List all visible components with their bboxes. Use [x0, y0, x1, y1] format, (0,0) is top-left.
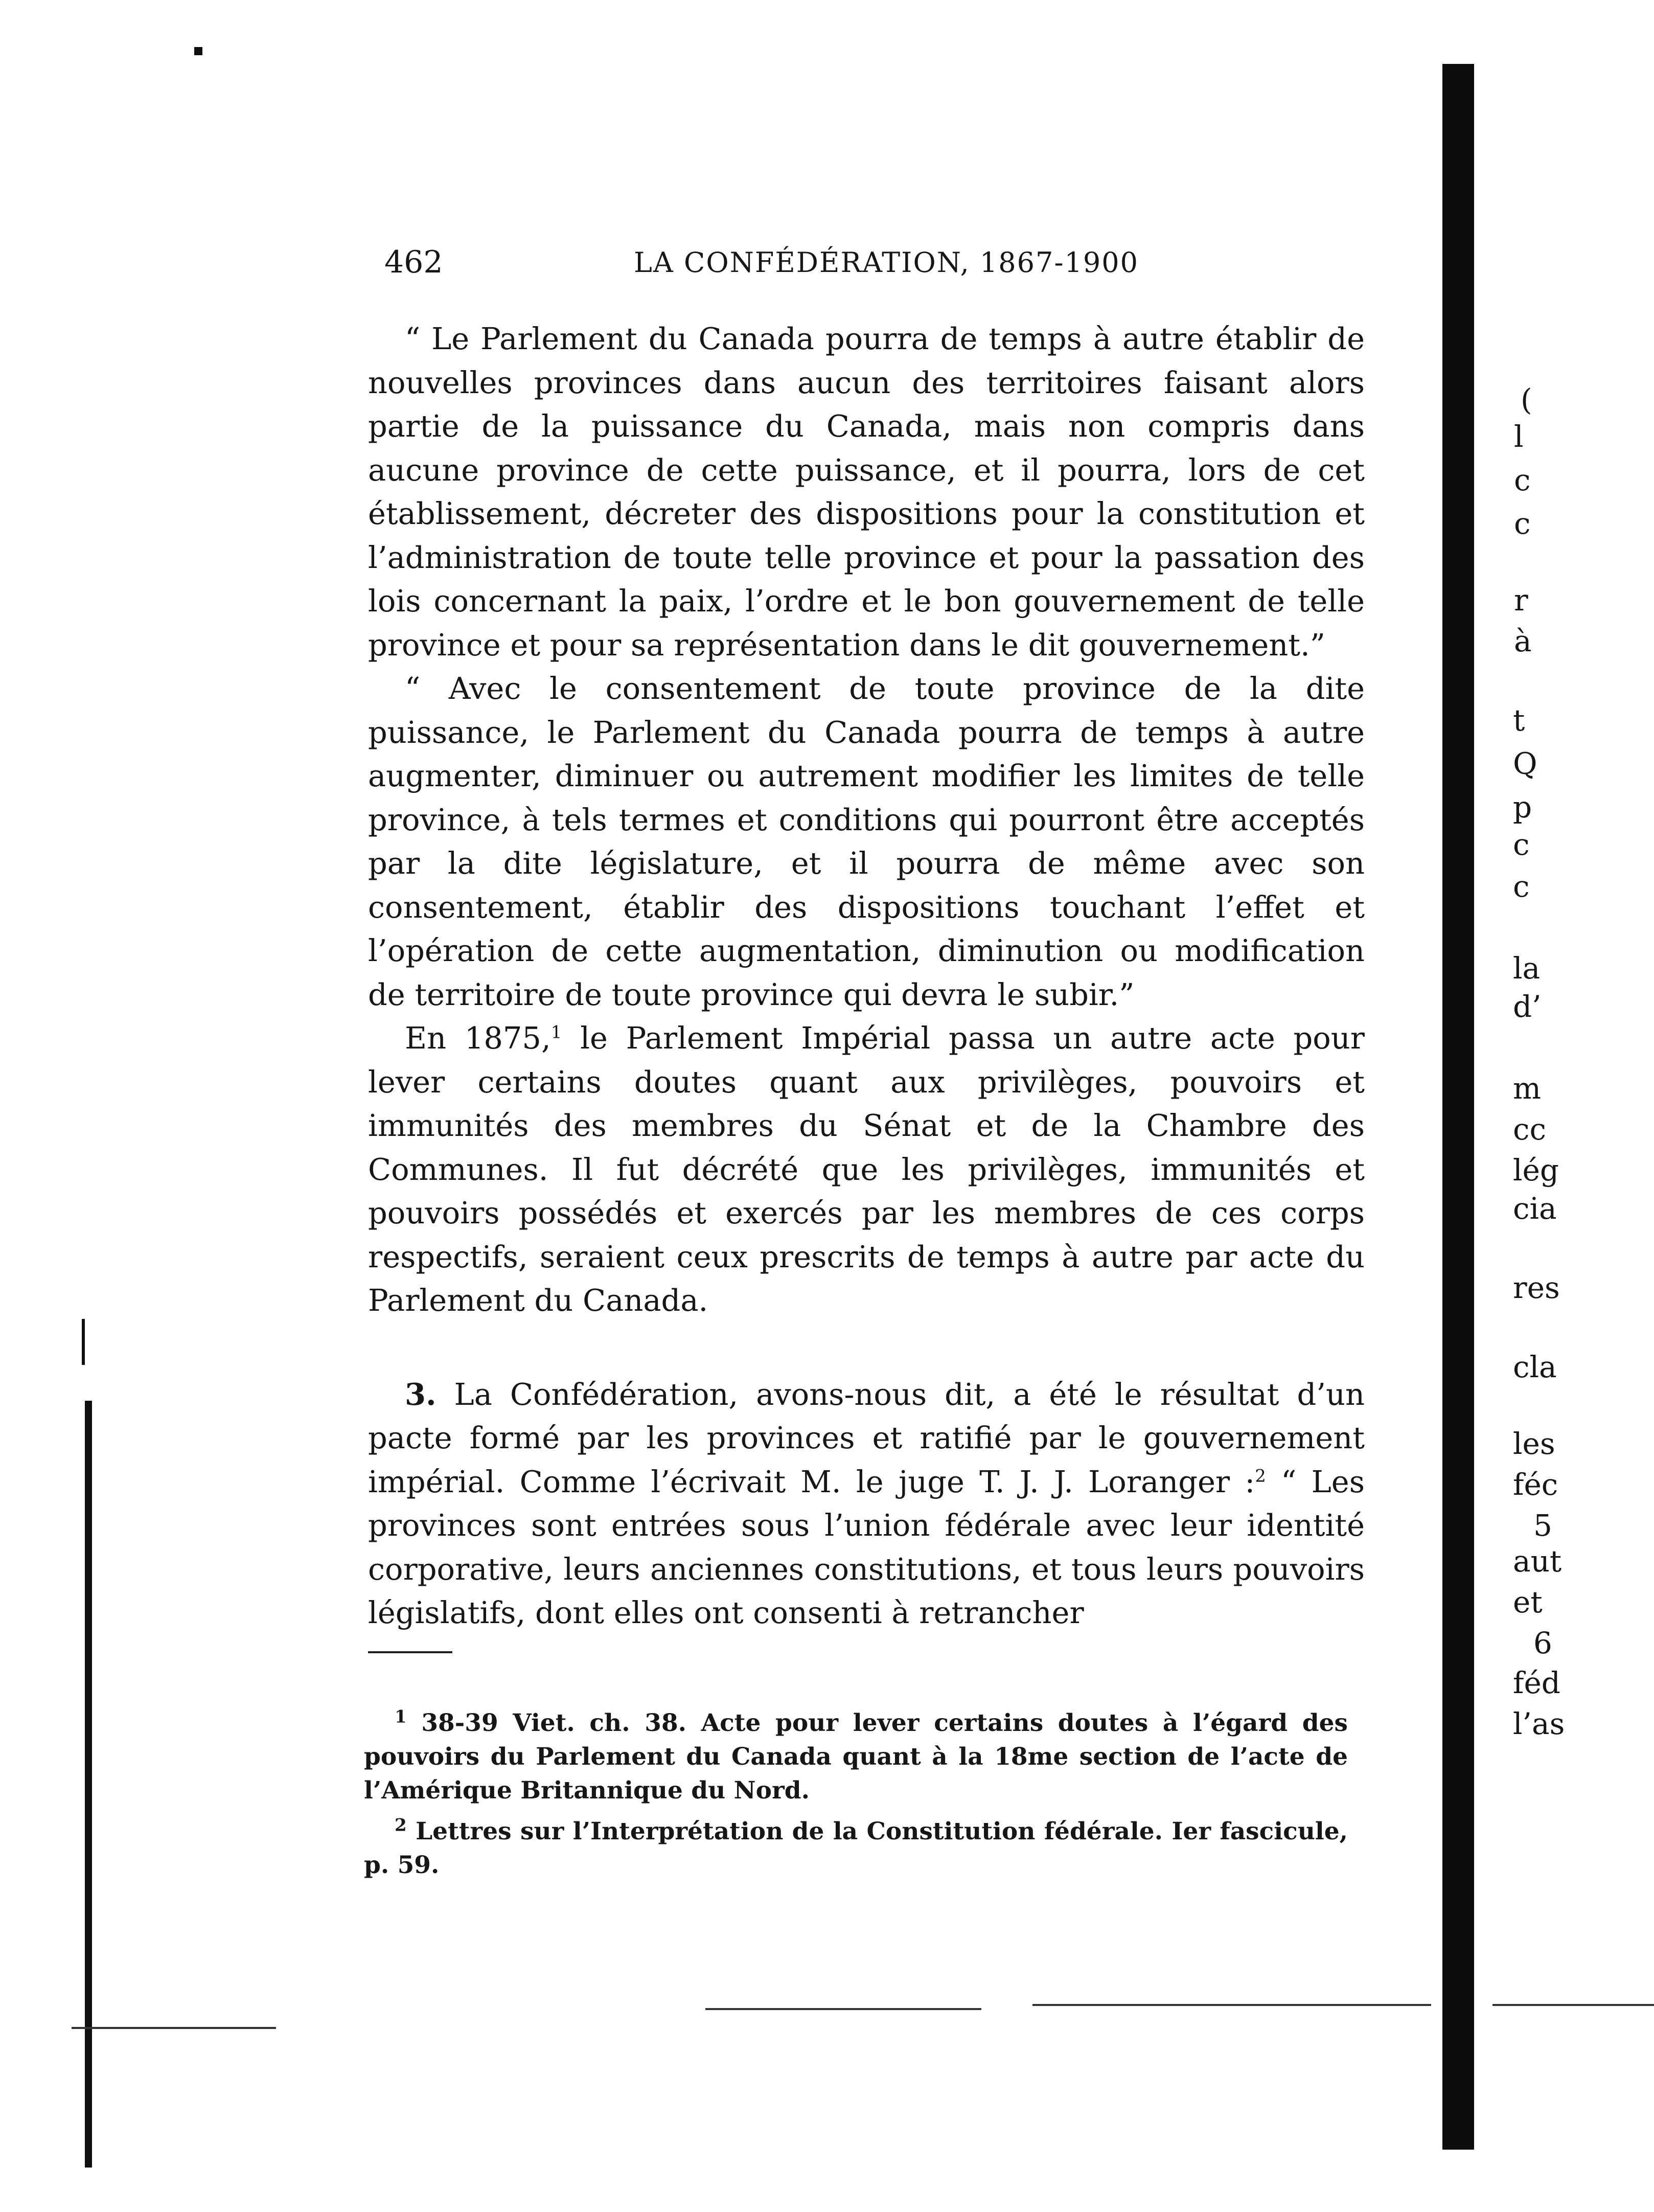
scan-bottom-line [1032, 2004, 1431, 2006]
facing-fragment: c [1514, 506, 1531, 541]
section-number: 3. [405, 1376, 437, 1412]
facing-fragment: 5 [1533, 1508, 1552, 1543]
running-title: LA CONFÉDÉRATION, 1867-1900 [634, 246, 1139, 279]
scan-bottom-line [1492, 2004, 1654, 2006]
scan-bottom-line [705, 2008, 981, 2010]
facing-fragment: c [1513, 869, 1530, 904]
facing-fragment: la [1513, 951, 1541, 986]
paragraph-2: “ Avec le consentement de toute province de la dite puissance, le Parlement du Canada pourra de temps à autre augmenter, diminuer ou autrement modifier les limites de telle province, à tels termes et conditions qui pourront être acceptés par la dite législature, et il pourra de même avec son consentement, établir des dispositions touchant l’effet et l’opération de cette augmentation, diminution ou modification de territoire de toute province qui devra le subir.” [368, 671, 1365, 1012]
book-gutter-shadow [1442, 64, 1474, 2150]
facing-fragment: l’as [1513, 1706, 1565, 1741]
paragraph-1: “ Le Parlement du Canada pourra de temps à autre établir de nouvelles provinces dans aucun des territoires faisant alors partie de la puissance du Canada, mais non compris dans aucune province de cette puissance, et il pourra, lors de cet établissement, décreter des dispositions pour la constitution et l’administration de toute telle province et pour la passation des lois concernant la paix, l’ordre et le bon gouvernement de telle province et pour sa représentation dans le dit gouvernement.” [368, 321, 1365, 663]
facing-fragment: c [1513, 827, 1530, 862]
facing-fragment: à [1514, 624, 1532, 658]
section-3-paragraph [368, 1373, 1365, 1635]
facing-fragment: m [1513, 1071, 1541, 1106]
scan-edge-rule-thin [82, 1319, 85, 1365]
facing-page-edge [1492, 0, 1654, 2212]
section-3-text-b: “ Les provinces sont entrées sous l’union fédérale avec leur identité corporative, leurs anciennes constitutions, et tous leurs pouvoirs législatifs, dont elles ont consenti à retrancher [368, 1464, 1365, 1630]
footnote-1-marker: 1 [395, 1706, 407, 1727]
paragraph-3 [368, 1016, 1365, 1322]
scan-edge-mark [194, 47, 202, 55]
facing-fragment: t [1513, 703, 1525, 738]
facing-fragment: féd [1513, 1666, 1560, 1700]
paragraph-3-text-a: En 1875, [405, 1020, 551, 1056]
footnote-ref-2: 2 [1255, 1465, 1266, 1486]
facing-fragment: lég [1513, 1153, 1559, 1188]
footnote-separator [368, 1651, 452, 1653]
facing-fragment: res [1513, 1270, 1560, 1305]
facing-fragment: et [1513, 1585, 1543, 1620]
facing-fragment: l [1514, 419, 1524, 454]
facing-fragment: p [1513, 790, 1532, 825]
scan-bottom-line [72, 2027, 276, 2029]
footnote-2-marker: 2 [395, 1815, 407, 1836]
page-number: 462 [384, 244, 443, 280]
scan-edge-rule [85, 1401, 92, 2168]
facing-fragment: Q [1513, 746, 1537, 781]
facing-fragment: féc [1513, 1467, 1558, 1502]
footnote-2 [364, 1815, 1348, 1882]
facing-fragment: r [1514, 583, 1528, 618]
facing-fragment: cla [1513, 1350, 1557, 1384]
facing-fragment: 6 [1533, 1626, 1552, 1660]
facing-fragment: aut [1513, 1544, 1562, 1579]
facing-fragment: cc [1513, 1112, 1546, 1147]
body-text [368, 317, 1365, 1635]
footnote-1 [364, 1706, 1348, 1808]
paragraph-3-text-b: le Parlement Impérial passa un autre acte pour lever certains doutes quant aux privilèges, pouvoirs et immunités des membres du Sénat et de la Chambre des Communes. Il fut décrété que les privilèges, immunités et pouvoirs possédés et exercés par les membres de ces corps respectifs, seraient ceux prescrits de temps à autre par acte du Parlement du Canada. [368, 1020, 1365, 1318]
footnote-1-text: 38-39 Viet. ch. 38. Acte pour lever certains doutes à l’égard des pouvoirs du Parlement du Canada quant à la 18me section de l’acte de l’Amérique Britannique du Nord. [364, 1709, 1348, 1805]
footnotes [364, 1706, 1348, 1889]
facing-fragment: les [1513, 1426, 1555, 1461]
footnote-2-text: Lettres sur l’Interprétation de la Constitution fédérale. Ier fascicule, p. 59. [364, 1817, 1348, 1879]
facing-fragment: c [1514, 463, 1531, 497]
facing-fragment: d’ [1513, 989, 1542, 1024]
footnote-ref-1: 1 [550, 1022, 562, 1043]
section-3-text-a: La Confédération, avons-nous dit, a été le résultat d’un pacte formé par les provinces et ratifié par le gouvernement impérial. Comme l’écrivait M. le juge T. J. J. Loranger : [368, 1376, 1365, 1499]
facing-fragment: ( [1521, 382, 1532, 417]
facing-fragment: cia [1513, 1191, 1557, 1226]
